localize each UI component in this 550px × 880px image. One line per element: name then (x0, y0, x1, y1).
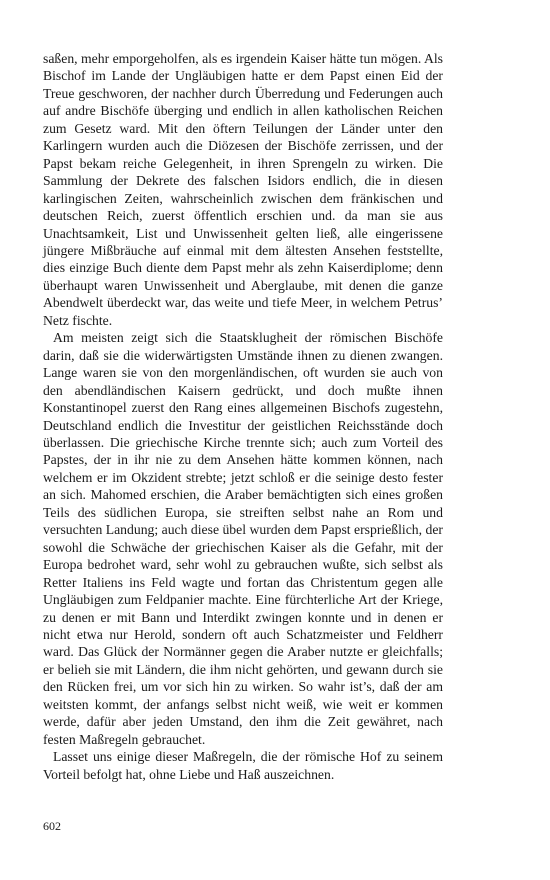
body-text (43, 50, 443, 783)
paragraph-1: saßen, mehr emporgeholfen, als es irgendein Kaiser hätte tun mögen. Als Bischof im Lande der Ungläubigen hatte er dem Papst einen Eid der Treue geschworen, der nachher durch Überredung und Federungen auch auf andre Bischöfe überging und endlich in allen katholischen Reichen zum Gesetz ward. Mit den öftern Teilungen der Länder unter den Karlingern wurden auch die Diözesen der Bischöfe zerrissen, und der Papst bekam reiche Gelegenheit, in ihren Sprengeln zu wirken. Die Sammlung der Dekrete des falschen Isidors endlich, die in diesen karlingischen Zeiten, wahrscheinlich zwischen dem fränkischen und deutschen Reich, zuerst öffentlich erschien und. da man sie aus Unachtsamkeit, List und Unwissenheit gelten ließ, alle eingerissene jüngere Mißbräuche auf einmal mit dem ältesten Ansehen feststellte, dies einzige Buch diente dem Papst mehr als zehn Kaiserdiplome; denn überhaupt waren Unwissenheit und Aberglaube, mit denen die ganze Abendwelt überdeckt war, das weite und tiefe Meer, in welchem Petrus’ Netz fischte. (43, 51, 443, 328)
paragraph-3: Lasset uns einige dieser Maßregeln, die der römische Hof zu seinem Vorteil befolgt hat, ohne Liebe und Haß auszeichnen. (43, 749, 443, 782)
page-number: 602 (43, 819, 61, 833)
paragraph-2: Am meisten zeigt sich die Staatsklugheit der römischen Bischöfe darin, daß sie die widerwärtigsten Umstände ihnen zu dienen zwangen. Lange waren sie von den morgenländischen, oft wurden sie auch von den abendländischen Kaisern gedrückt, und doch mußte ihnen Konstantinopel zuerst den Rang eines allgemeinen Bischofs zugestehn, Deutschland endlich die Investitur der geistlichen Reichsstände doch überlassen. Die griechische Kirche trennte sich; auch zum Vorteil des Papstes, der in ihr nie zu dem Ansehen hätte kommen können, nach welchem er im Okzident strebte; jetzt schloß er die seinige desto fester an sich. Mahomed erschien, die Araber bemächtigten sich eines großen Teils des südlichen Europa, sie streiften selbst nahe an Rom und versuchten Landung; auch diese übel wurden dem Papst ersprießlich, der sowohl die Schwäche der griechischen Kaiser als die Gefahr, mit der Europa bedrohet ward, sehr wohl zu gebrauchen wußte, sich selbst als Retter Italiens ins Feld wagte und fortan das Christentum gegen alle Ungläubigen zum Feldpanier machte. Eine fürchterliche Art der Kriege, zu denen er mit Bann und Interdikt zwingen konnte und in denen er nicht etwa nur Herold, sondern oft auch Schatzmeister und Feldherr ward. Das Glück der Normänner gegen die Araber nutzte er gleichfalls; er belieh sie mit Ländern, die ihm nicht gehörten, und gewann durch sie den Rücken frei, um vor sich hin zu wirken. So wahr ist’s, daß der am weitsten kommt, der anfangs selbst nicht weiß, wie weit er kommen werde, dafür aber jeden Umstand, den ihm die Zeit gewähret, nach festen Maßregeln gebrauchet. (43, 330, 443, 747)
